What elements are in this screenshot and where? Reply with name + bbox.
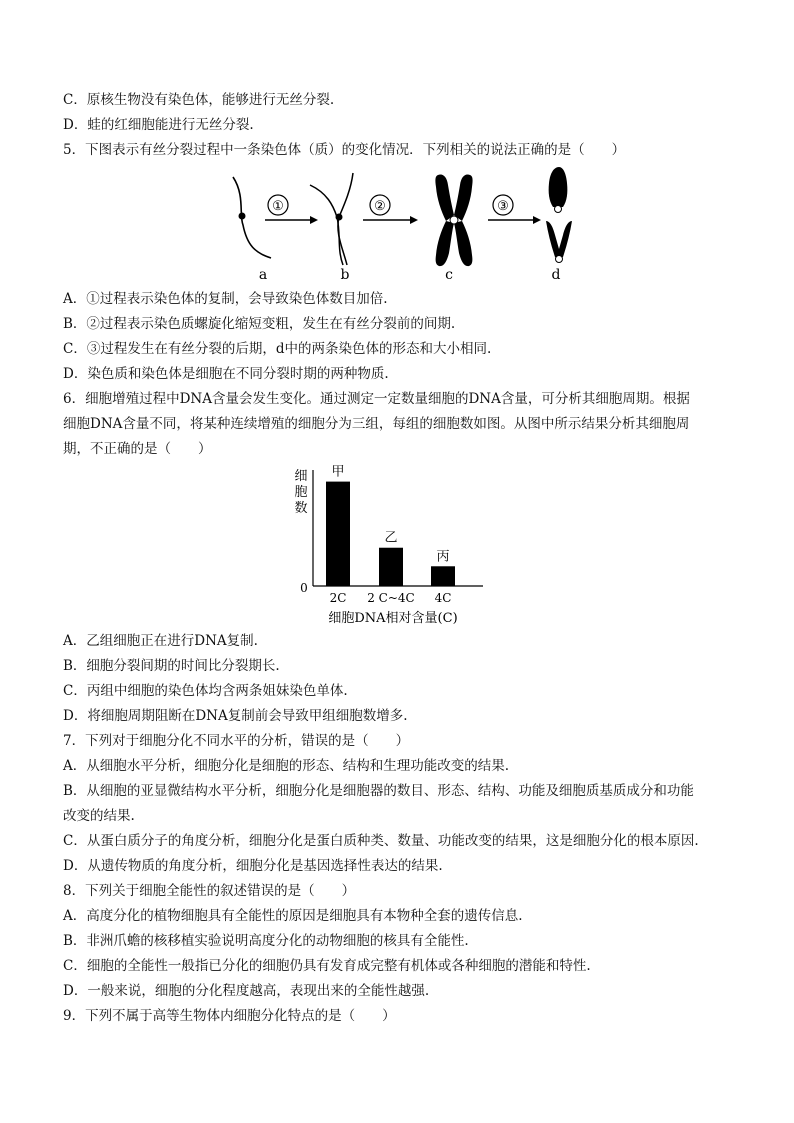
chromosome-c bbox=[435, 174, 472, 266]
option-a-q5: A．①过程表示染色体的复制，会导致染色体数目加倍. bbox=[63, 291, 388, 307]
origin-label: 0 bbox=[300, 581, 308, 595]
centromere-a bbox=[239, 213, 246, 220]
arrow-2-icon bbox=[410, 216, 418, 224]
question-7: 7．下列对于细胞分化不同水平的分析，错误的是（ ） bbox=[63, 733, 410, 749]
bar-2 bbox=[379, 548, 403, 586]
y-axis-label-char-2: 胞 bbox=[294, 485, 308, 500]
option-b-q7-line-1: B．从细胞的亚显微结构水平分析，细胞分化是细胞器的数目、形态、结构、功能及细胞质基质成分和功能 bbox=[63, 783, 694, 799]
question-6-line-1: 6．细胞增殖过程中DNA含量会发生变化。通过测定一定数量细胞的DNA含量，可分析其细胞周期。根据 bbox=[63, 391, 690, 407]
y-axis-label-char-1: 细 bbox=[294, 469, 308, 484]
question-8: 8．下列关于细胞全能性的叙述错误的是（ ） bbox=[63, 883, 356, 899]
y-axis-label-char-3: 数 bbox=[294, 501, 308, 516]
bar-label-1: 甲 bbox=[331, 464, 345, 480]
chromatin-a bbox=[233, 177, 271, 258]
question-6-line-2: 细胞DNA含量不同，将某种连续增殖的细胞分为三组，每组的细胞数如图。从图中所示结果分析其细胞周 bbox=[63, 416, 690, 432]
step-3-label: ③ bbox=[497, 199, 509, 214]
question-6-line-3: 期，不正确的是（ ） bbox=[63, 441, 212, 457]
bar-label-3: 丙 bbox=[436, 549, 450, 565]
option-d-q6: D．将细胞周期阻断在DNA复制前会导致甲组细胞数增多. bbox=[63, 708, 408, 724]
option-c-q8: C．细胞的全能性一般指已分化的细胞仍具有发育成完整有机体或各种细胞的潜能和特性. bbox=[63, 958, 591, 974]
chromosomes-d bbox=[546, 167, 572, 263]
question-5: 5．下图表示有丝分裂过程中一条染色体（质）的变化情况．下列相关的说法正确的是（ ） bbox=[63, 142, 626, 158]
stage-label-c: c bbox=[445, 267, 453, 283]
option-b-q5: B．②过程表示染色质螺旋化缩短变粗，发生在有丝分裂前的间期. bbox=[63, 316, 456, 332]
option-d-q8: D．一般来说，细胞的分化程度越高，表现出来的全能性越强. bbox=[63, 983, 430, 999]
chromosome-figure bbox=[205, 165, 605, 285]
dna-content-bar-chart bbox=[285, 460, 485, 630]
step-2-label: ② bbox=[374, 199, 386, 214]
option-a-q8: A．高度分化的植物细胞具有全能性的原因是细胞具有本物种全套的遗传信息. bbox=[63, 908, 523, 924]
option-c-q7: C．从蛋白质分子的角度分析，细胞分化是蛋白质种类、数量、功能改变的结果，这是细胞分化的根本原因. bbox=[63, 833, 699, 849]
stage-label-d: d bbox=[551, 267, 561, 283]
centromere-b bbox=[336, 214, 343, 221]
x-tick-label-1: 2C bbox=[329, 591, 347, 605]
option-d-q4: D．蛙的红细胞能进行无丝分裂. bbox=[63, 117, 254, 133]
step-1-label: ① bbox=[272, 199, 284, 214]
bar-label-2: 乙 bbox=[384, 530, 398, 546]
x-tick-label-2: 2 C~4C bbox=[367, 591, 415, 605]
x-tick-label-3: 4C bbox=[434, 591, 452, 605]
bar-3 bbox=[431, 566, 455, 586]
option-a-q7: A．从细胞水平分析，细胞分化是细胞的形态、结构和生理功能改变的结果. bbox=[63, 758, 510, 774]
option-b-q7-line-2: 改变的结果. bbox=[63, 808, 135, 824]
arrow-1-icon bbox=[310, 216, 318, 224]
option-b-q6: B．细胞分裂间期的时间比分裂期长. bbox=[63, 658, 280, 674]
option-b-q8: B．非洲爪蟾的核移植实验说明高度分化的动物细胞的核具有全能性. bbox=[63, 933, 469, 949]
option-d-q5: D．染色质和染色体是细胞在不同分裂时期的两种物质. bbox=[63, 366, 389, 382]
option-a-q6: A．乙组细胞正在进行DNA复制. bbox=[63, 633, 258, 649]
stage-label-a: a bbox=[258, 267, 268, 283]
question-9: 9．下列不属于高等生物体内细胞分化特点的是（ ） bbox=[63, 1008, 396, 1024]
arrow-3-icon bbox=[533, 216, 541, 224]
stage-label-b: b bbox=[340, 267, 350, 283]
option-d-q7: D．从遗传物质的角度分析，细胞分化是基因选择性表达的结果. bbox=[63, 858, 443, 874]
option-c-q6: C．丙组中细胞的染色体均含两条姐妹染色单体. bbox=[63, 683, 348, 699]
bar-1 bbox=[326, 482, 350, 586]
option-c-q5: C．③过程发生在有丝分裂的后期，d中的两条染色体的形态和大小相同. bbox=[63, 341, 492, 357]
x-axis-label: 细胞DNA相对含量(C) bbox=[328, 611, 458, 626]
option-c-q4: C．原核生物没有染色体，能够进行无丝分裂. bbox=[63, 92, 335, 108]
